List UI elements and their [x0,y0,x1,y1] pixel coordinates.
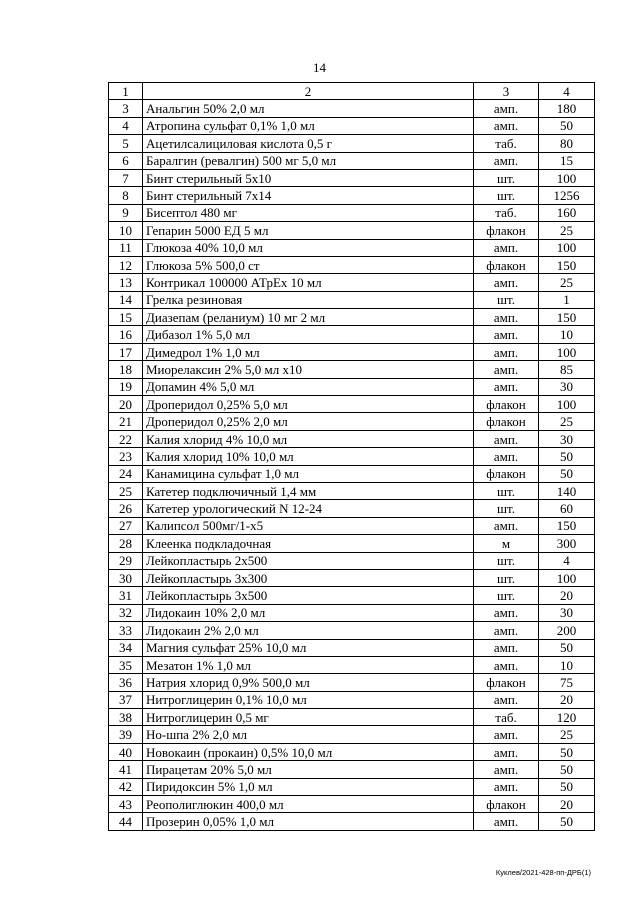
table-row [109,135,595,152]
table-row [109,222,595,239]
table-row [109,761,595,778]
cell-unit: амп. [474,239,539,256]
cell-name: Новокаин (прокаин) 0,5% 10,0 мл [143,743,474,760]
cell-number: 11 [109,239,143,256]
table-row [109,709,595,726]
cell-quantity: 1256 [539,187,595,204]
cell-quantity: 20 [539,796,595,813]
cell-number: 32 [109,604,143,621]
table-row [109,291,595,308]
cell-number: 12 [109,256,143,273]
table-row [109,256,595,273]
cell-unit: шт. [474,169,539,186]
cell-quantity: 75 [539,674,595,691]
cell-unit: шт. [474,500,539,517]
cell-unit: шт. [474,187,539,204]
cell-quantity: 1 [539,291,595,308]
cell-quantity: 100 [539,169,595,186]
cell-quantity: 50 [539,117,595,134]
cell-number: 21 [109,413,143,430]
cell-number: 27 [109,517,143,534]
table-row [109,309,595,326]
column-header-unit: 3 [474,83,539,100]
cell-name: Бинт стерильный 7х14 [143,187,474,204]
table-row [109,796,595,813]
cell-unit: амп. [474,691,539,708]
cell-name: Натрия хлорид 0,9% 500,0 мл [143,674,474,691]
cell-number: 19 [109,378,143,395]
table-row [109,152,595,169]
cell-name: Контрикал 100000 АТрЕх 10 мл [143,274,474,291]
cell-unit: амп. [474,152,539,169]
cell-quantity: 80 [539,135,595,152]
cell-quantity: 30 [539,430,595,447]
cell-unit: амп. [474,361,539,378]
cell-quantity: 100 [539,396,595,413]
cell-unit: таб. [474,204,539,221]
cell-number: 38 [109,709,143,726]
cell-number: 20 [109,396,143,413]
cell-name: Гепарин 5000 ЕД 5 мл [143,222,474,239]
cell-unit: флакон [474,674,539,691]
cell-number: 29 [109,552,143,569]
cell-name: Прозерин 0,05% 1,0 мл [143,813,474,830]
cell-name: Димедрол 1% 1,0 мл [143,343,474,360]
cell-unit: амп. [474,448,539,465]
table-row [109,535,595,552]
cell-name: Бисептол 480 мг [143,204,474,221]
cell-name: Нитроглицерин 0,1% 10,0 мл [143,691,474,708]
cell-number: 33 [109,622,143,639]
cell-number: 10 [109,222,143,239]
table-row [109,622,595,639]
cell-number: 41 [109,761,143,778]
cell-name: Миорелаксин 2% 5,0 мл х10 [143,361,474,378]
cell-quantity: 180 [539,100,595,117]
cell-name: Магния сульфат 25% 10,0 мл [143,639,474,656]
cell-unit: амп. [474,326,539,343]
cell-number: 36 [109,674,143,691]
table-row [109,187,595,204]
cell-number: 43 [109,796,143,813]
cell-name: Калия хлорид 4% 10,0 мл [143,430,474,447]
table-row [109,604,595,621]
column-header-quantity: 4 [539,83,595,100]
cell-unit: амп. [474,656,539,673]
cell-quantity: 50 [539,761,595,778]
cell-quantity: 50 [539,465,595,482]
cell-unit: амп. [474,430,539,447]
cell-quantity: 50 [539,743,595,760]
cell-name: Дибазол 1% 5,0 мл [143,326,474,343]
cell-unit: таб. [474,709,539,726]
cell-name: Катетер подключичный 1,4 мм [143,482,474,499]
table-row [109,169,595,186]
table-row [109,413,595,430]
cell-number: 17 [109,343,143,360]
cell-number: 26 [109,500,143,517]
cell-quantity: 200 [539,622,595,639]
cell-quantity: 25 [539,274,595,291]
cell-unit: шт. [474,587,539,604]
cell-name: Калия хлорид 10% 10,0 мл [143,448,474,465]
cell-name: Мезатон 1% 1,0 мл [143,656,474,673]
cell-unit: амп. [474,117,539,134]
cell-number: 37 [109,691,143,708]
cell-number: 22 [109,430,143,447]
supplies-table [108,82,595,831]
cell-name: Лейкопластырь 3х500 [143,587,474,604]
cell-unit: флакон [474,796,539,813]
cell-number: 3 [109,100,143,117]
cell-quantity: 25 [539,413,595,430]
cell-number: 40 [109,743,143,760]
cell-unit: м [474,535,539,552]
table-row [109,482,595,499]
cell-name: Глюкоза 5% 500,0 ст [143,256,474,273]
cell-number: 23 [109,448,143,465]
cell-name: Лидокаин 2% 2,0 мл [143,622,474,639]
cell-unit: шт. [474,482,539,499]
table-row [109,448,595,465]
cell-number: 6 [109,152,143,169]
cell-quantity: 50 [539,778,595,795]
cell-unit: амп. [474,343,539,360]
table-row [109,239,595,256]
cell-name: Допамин 4% 5,0 мл [143,378,474,395]
cell-unit: шт. [474,569,539,586]
table-row [109,813,595,830]
cell-name: Баралгин (ревалгин) 500 мг 5,0 мл [143,152,474,169]
cell-unit: амп. [474,813,539,830]
cell-quantity: 160 [539,204,595,221]
cell-unit: амп. [474,100,539,117]
cell-unit: флакон [474,256,539,273]
cell-number: 31 [109,587,143,604]
cell-number: 13 [109,274,143,291]
cell-name: Ацетилсалициловая кислота 0,5 г [143,135,474,152]
cell-quantity: 30 [539,378,595,395]
cell-quantity: 15 [539,152,595,169]
table-row [109,500,595,517]
cell-number: 34 [109,639,143,656]
table-body [109,100,595,830]
cell-quantity: 50 [539,813,595,830]
table-row [109,691,595,708]
cell-unit: амп. [474,778,539,795]
table-row [109,656,595,673]
cell-number: 16 [109,326,143,343]
table-header-row [109,83,595,100]
cell-unit: флакон [474,413,539,430]
table-row [109,778,595,795]
cell-quantity: 10 [539,326,595,343]
table-row [109,465,595,482]
cell-name: Клеенка подкладочная [143,535,474,552]
cell-number: 4 [109,117,143,134]
cell-number: 44 [109,813,143,830]
cell-name: Дроперидол 0,25% 5,0 мл [143,396,474,413]
table-row [109,430,595,447]
cell-unit: флакон [474,222,539,239]
table-row [109,117,595,134]
table-row [109,326,595,343]
cell-unit: флакон [474,396,539,413]
cell-quantity: 150 [539,309,595,326]
cell-number: 30 [109,569,143,586]
table-row [109,639,595,656]
cell-unit: шт. [474,552,539,569]
cell-unit: амп. [474,274,539,291]
cell-name: Лейкопластырь 2х500 [143,552,474,569]
cell-unit: амп. [474,761,539,778]
cell-name: Калипсол 500мг/1-х5 [143,517,474,534]
column-header-number: 1 [109,83,143,100]
cell-name: Лейкопластырь 3х300 [143,569,474,586]
cell-number: 35 [109,656,143,673]
cell-unit: амп. [474,726,539,743]
cell-name: Атропина сульфат 0,1% 1,0 мл [143,117,474,134]
cell-unit: амп. [474,309,539,326]
cell-unit: амп. [474,639,539,656]
cell-quantity: 85 [539,361,595,378]
cell-name: Лидокаин 10% 2,0 мл [143,604,474,621]
table-row [109,204,595,221]
cell-name: Катетер урологический N 12-24 [143,500,474,517]
table-row [109,361,595,378]
cell-number: 9 [109,204,143,221]
cell-quantity: 10 [539,656,595,673]
cell-name: Пирацетам 20% 5,0 мл [143,761,474,778]
cell-quantity: 20 [539,587,595,604]
table-row [109,343,595,360]
cell-number: 42 [109,778,143,795]
cell-name: Пиридоксин 5% 1,0 мл [143,778,474,795]
cell-number: 39 [109,726,143,743]
table-row [109,569,595,586]
table-row [109,100,595,117]
cell-quantity: 25 [539,726,595,743]
table-row [109,743,595,760]
table-row [109,587,595,604]
page-number: 14 [313,60,326,75]
cell-unit: амп. [474,378,539,395]
cell-quantity: 120 [539,709,595,726]
table-row [109,517,595,534]
cell-number: 25 [109,482,143,499]
cell-quantity: 100 [539,343,595,360]
table-row [109,396,595,413]
cell-unit: амп. [474,604,539,621]
cell-name: Бинт стерильный 5х10 [143,169,474,186]
table-row [109,274,595,291]
cell-name: Но-шпа 2% 2,0 мл [143,726,474,743]
cell-quantity: 140 [539,482,595,499]
cell-quantity: 100 [539,239,595,256]
cell-number: 8 [109,187,143,204]
cell-quantity: 150 [539,517,595,534]
cell-number: 5 [109,135,143,152]
cell-name: Глюкоза 40% 10,0 мл [143,239,474,256]
cell-quantity: 30 [539,604,595,621]
table-row [109,552,595,569]
table-row [109,378,595,395]
cell-name: Грелка резиновая [143,291,474,308]
cell-name: Реополиглюкин 400,0 мл [143,796,474,813]
cell-number: 18 [109,361,143,378]
cell-name: Канамицина сульфат 1,0 мл [143,465,474,482]
cell-quantity: 25 [539,222,595,239]
table-row [109,674,595,691]
cell-unit: таб. [474,135,539,152]
cell-number: 7 [109,169,143,186]
cell-quantity: 100 [539,569,595,586]
table-row [109,726,595,743]
cell-name: Дроперидол 0,25% 2,0 мл [143,413,474,430]
cell-quantity: 150 [539,256,595,273]
footer-reference: Куклев/2021-428-пп-ДРБ(1) [495,868,591,877]
cell-unit: амп. [474,517,539,534]
cell-quantity: 300 [539,535,595,552]
cell-number: 24 [109,465,143,482]
cell-unit: амп. [474,743,539,760]
cell-quantity: 4 [539,552,595,569]
cell-quantity: 50 [539,448,595,465]
cell-number: 15 [109,309,143,326]
cell-number: 14 [109,291,143,308]
cell-name: Анальгин 50% 2,0 мл [143,100,474,117]
cell-name: Нитроглицерин 0,5 мг [143,709,474,726]
cell-quantity: 20 [539,691,595,708]
cell-quantity: 60 [539,500,595,517]
cell-unit: шт. [474,291,539,308]
cell-number: 28 [109,535,143,552]
cell-quantity: 50 [539,639,595,656]
column-header-name: 2 [143,83,474,100]
cell-unit: амп. [474,622,539,639]
cell-unit: флакон [474,465,539,482]
cell-name: Диазепам (реланиум) 10 мг 2 мл [143,309,474,326]
